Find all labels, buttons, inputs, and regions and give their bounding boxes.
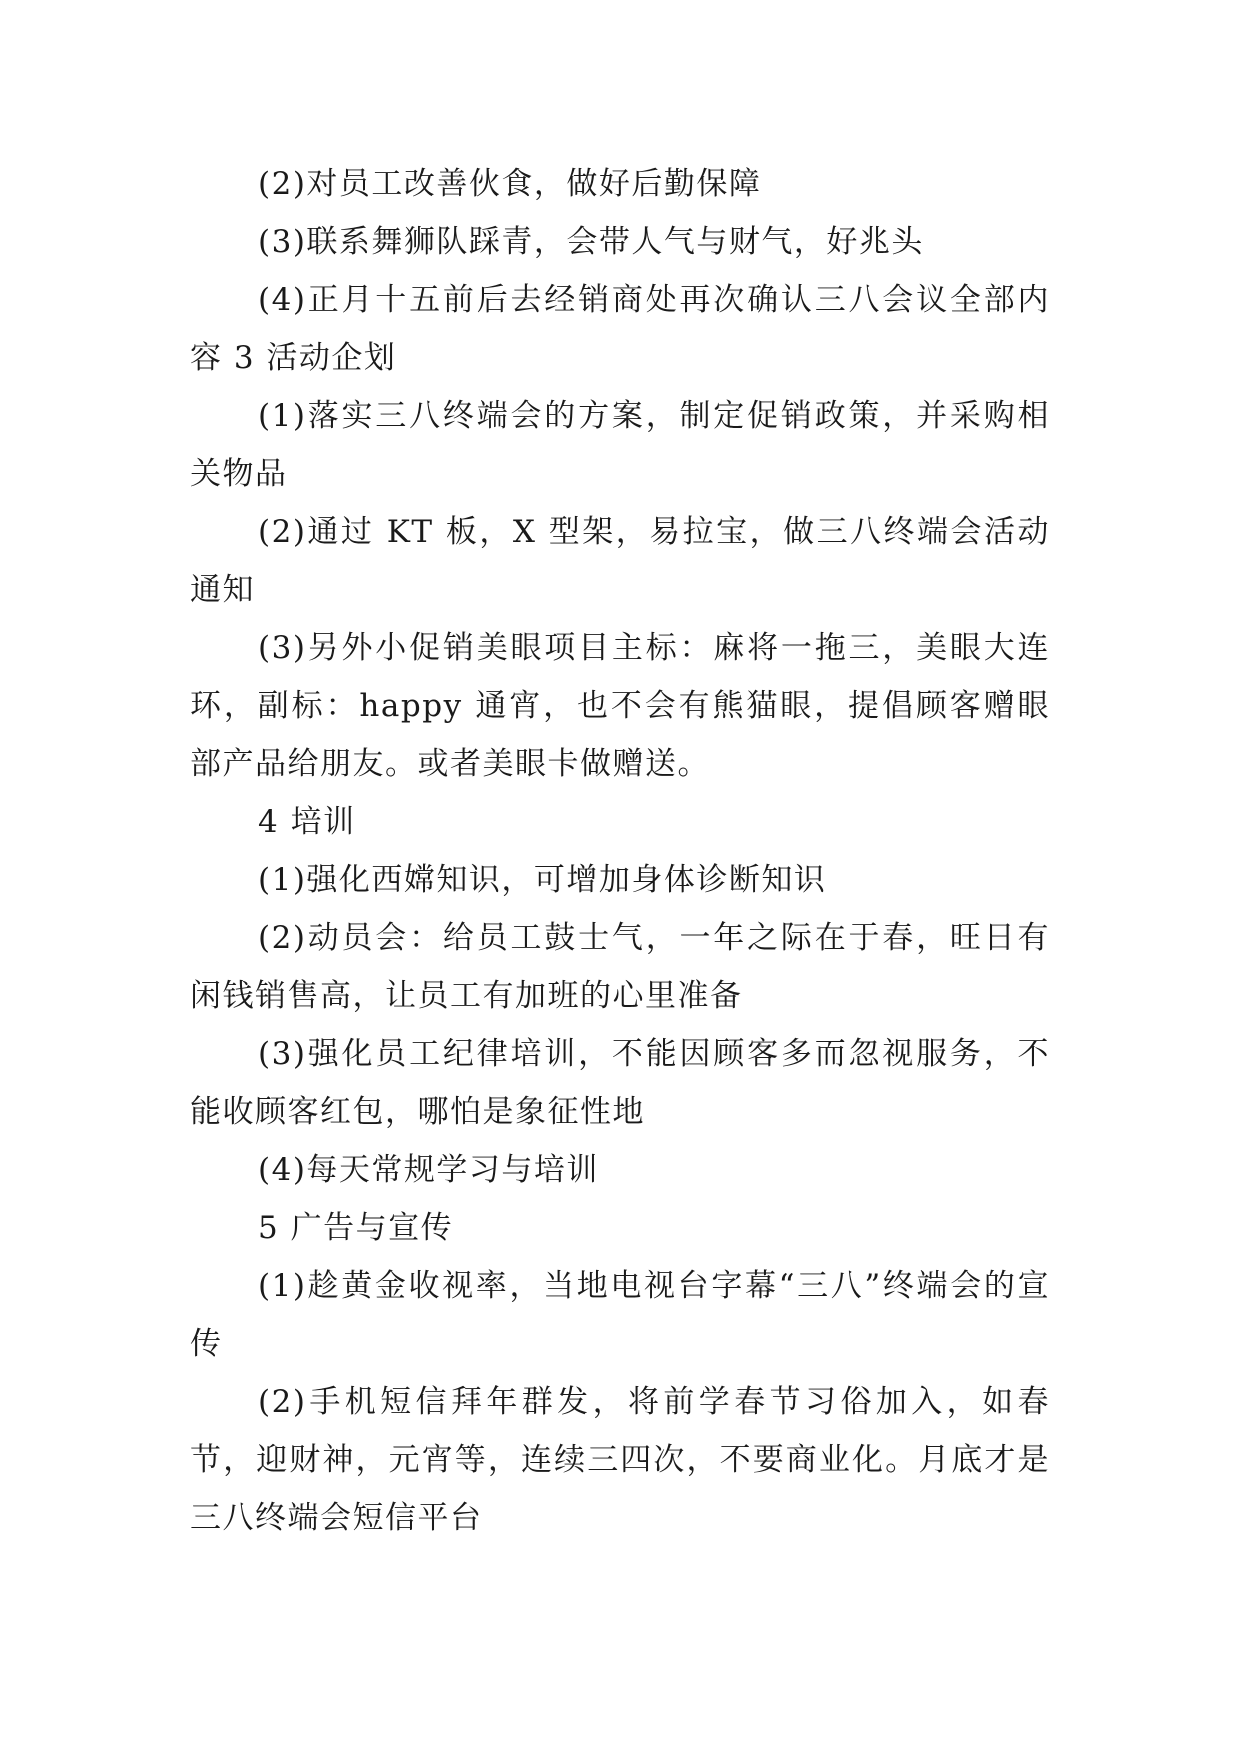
section-heading: 4 培训 <box>258 804 356 840</box>
paragraph: (4)每天常规学习与培训 <box>258 1152 599 1188</box>
paragraph: (3)联系舞狮队踩青，会带人气与财气，好兆头 <box>258 224 924 260</box>
paragraph: (2)手机短信拜年群发，将前学春节习俗加入，如春节，迎财神，元宵等，连续三四次，不要商业化。月底才是三八终端会短信平台 <box>190 1384 1050 1536</box>
paragraph: (1)强化西嫦知识，可增加身体诊断知识 <box>258 862 827 898</box>
paragraph: (1)趁黄金收视率，当地电视台字幕“三八”终端会的宣传 <box>190 1268 1050 1362</box>
paragraph: (3)另外小促销美眼项目主标：麻将一拖三，美眼大连环，副标：happy 通宵，也不会有熊猫眼，提倡顾客赠眼部产品给朋友。或者美眼卡做赠送。 <box>190 630 1050 782</box>
paragraph: (3)强化员工纪律培训，不能因顾客多而忽视服务，不能收顾客红包，哪怕是象征性地 <box>190 1036 1050 1130</box>
paragraph: (2)对员工改善伙食，做好后勤保障 <box>258 166 762 202</box>
document-page <box>190 155 1050 1547</box>
paragraph: (1)落实三八终端会的方案，制定促销政策，并采购相关物品 <box>190 398 1050 492</box>
section-heading: 5 广告与宣传 <box>258 1210 454 1246</box>
paragraph: (4)正月十五前后去经销商处再次确认三八会议全部内容 3 活动企划 <box>190 282 1050 376</box>
paragraph: (2)动员会：给员工鼓士气，一年之际在于春，旺日有闲钱销售高，让员工有加班的心里准备 <box>190 920 1050 1014</box>
paragraph: (2)通过 KT 板，X 型架，易拉宝，做三八终端会活动通知 <box>190 514 1050 608</box>
